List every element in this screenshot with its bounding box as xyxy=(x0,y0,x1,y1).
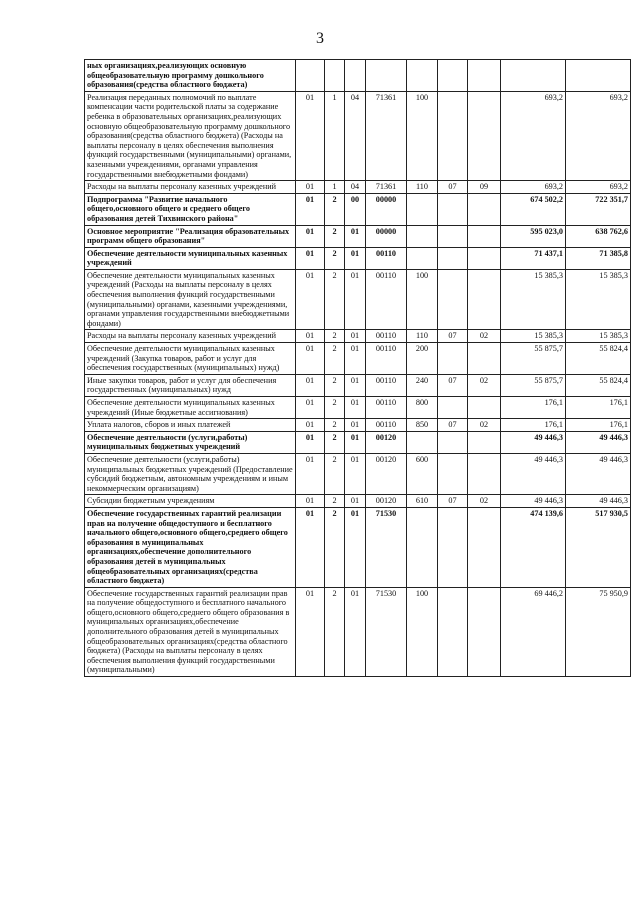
code-event: 01 xyxy=(345,587,366,676)
code-subprogram: 2 xyxy=(325,343,345,375)
code-program: 01 xyxy=(296,397,325,419)
code-direction: 71530 xyxy=(366,587,407,676)
code-subprogram: 1 xyxy=(325,91,345,180)
code-program: 01 xyxy=(296,91,325,180)
code-subprogram: 2 xyxy=(325,495,345,508)
code-program: 01 xyxy=(296,374,325,396)
code-program: 01 xyxy=(296,431,325,453)
table-row xyxy=(85,431,631,453)
code-subprogram: 2 xyxy=(325,247,345,269)
code-section: 07 xyxy=(438,181,468,194)
code-subprogram: 2 xyxy=(325,397,345,419)
code-subprogram: 2 xyxy=(325,431,345,453)
row-description: Обеспечение деятельности муниципальных казенных учреждений (Закупка товаров, работ и услуг для обеспечения государственных (муниципальных) нужд) xyxy=(85,343,296,375)
code-expense-type xyxy=(407,431,438,453)
amount-year-2 xyxy=(566,60,631,92)
amount-year-1: 693,2 xyxy=(501,91,566,180)
code-section xyxy=(438,507,468,587)
row-description: Обеспечение государственных гарантий реализации прав на получение общедоступного и бесплатного начального общего,основного общего,среднего общего образования в муниципальных организациях,обеспечение дополнительного образования детей в муниципальных общеобразовательных организациях(средства областного бюджета) (Расходы на выплаты персоналу в целях обеспечения выполнения функций государственными (муниципальными) xyxy=(85,587,296,676)
table-row xyxy=(85,181,631,194)
row-description: Обеспечение деятельности (услуги,работы) муниципальных бюджетных учреждений xyxy=(85,431,296,453)
code-expense-type: 110 xyxy=(407,330,438,343)
amount-year-1: 55 875,7 xyxy=(501,374,566,396)
code-subsection xyxy=(468,431,501,453)
amount-year-2: 49 446,3 xyxy=(566,453,631,494)
code-event: 01 xyxy=(345,495,366,508)
code-section: 07 xyxy=(438,495,468,508)
code-subsection xyxy=(468,397,501,419)
code-direction: 71530 xyxy=(366,507,407,587)
amount-year-1 xyxy=(501,60,566,92)
code-subprogram: 1 xyxy=(325,181,345,194)
row-description: Расходы на выплаты персоналу казенных учреждений xyxy=(85,181,296,194)
table-row xyxy=(85,397,631,419)
row-description: ных организациях,реализующих основную общеобразовательную программу дошкольного образования(средства областного бюджета) xyxy=(85,60,296,92)
table-row xyxy=(85,91,631,180)
code-direction: 00110 xyxy=(366,419,407,432)
code-subsection xyxy=(468,269,501,330)
code-section xyxy=(438,269,468,330)
row-description: Обеспечение деятельности муниципальных казенных учреждений xyxy=(85,247,296,269)
code-subsection xyxy=(468,193,501,225)
code-event: 01 xyxy=(345,330,366,343)
code-program: 01 xyxy=(296,507,325,587)
code-event: 01 xyxy=(345,247,366,269)
amount-year-2: 49 446,3 xyxy=(566,495,631,508)
code-expense-type: 610 xyxy=(407,495,438,508)
code-section xyxy=(438,193,468,225)
code-subsection xyxy=(468,60,501,92)
code-event: 01 xyxy=(345,419,366,432)
code-subsection xyxy=(468,343,501,375)
code-subsection xyxy=(468,453,501,494)
amount-year-2: 722 351,7 xyxy=(566,193,631,225)
code-direction: 00120 xyxy=(366,431,407,453)
code-event: 01 xyxy=(345,225,366,247)
page-number: 3 xyxy=(316,30,324,47)
amount-year-2: 517 930,5 xyxy=(566,507,631,587)
code-subsection: 02 xyxy=(468,374,501,396)
amount-year-1: 49 446,3 xyxy=(501,431,566,453)
code-section xyxy=(438,431,468,453)
code-expense-type: 850 xyxy=(407,419,438,432)
amount-year-2: 693,2 xyxy=(566,91,631,180)
table-row xyxy=(85,374,631,396)
row-description: Обеспечение деятельности муниципальных казенных учреждений (Иные бюджетные ассигнования) xyxy=(85,397,296,419)
table-row xyxy=(85,330,631,343)
code-section: 07 xyxy=(438,330,468,343)
code-subprogram: 2 xyxy=(325,453,345,494)
code-section xyxy=(438,225,468,247)
code-event: 01 xyxy=(345,269,366,330)
code-section xyxy=(438,587,468,676)
code-subsection: 02 xyxy=(468,419,501,432)
amount-year-1: 69 446,2 xyxy=(501,587,566,676)
code-subprogram: 2 xyxy=(325,374,345,396)
code-expense-type: 240 xyxy=(407,374,438,396)
row-description: Подпрограмма "Развитие начального общего,основного общего и среднего общего образования детей Тихвинского района" xyxy=(85,193,296,225)
amount-year-1: 595 023,0 xyxy=(501,225,566,247)
code-direction: 00110 xyxy=(366,343,407,375)
code-subprogram: 2 xyxy=(325,330,345,343)
code-program: 01 xyxy=(296,453,325,494)
code-direction: 00110 xyxy=(366,374,407,396)
code-program: 01 xyxy=(296,247,325,269)
code-event: 01 xyxy=(345,397,366,419)
code-direction: 00000 xyxy=(366,225,407,247)
code-event: 04 xyxy=(345,181,366,194)
code-subprogram: 2 xyxy=(325,587,345,676)
code-subprogram: 2 xyxy=(325,507,345,587)
code-direction: 71361 xyxy=(366,91,407,180)
code-subprogram xyxy=(325,60,345,92)
code-program: 01 xyxy=(296,419,325,432)
code-expense-type: 200 xyxy=(407,343,438,375)
code-program: 01 xyxy=(296,495,325,508)
code-direction: 00110 xyxy=(366,397,407,419)
code-section xyxy=(438,397,468,419)
code-program xyxy=(296,60,325,92)
code-section xyxy=(438,60,468,92)
amount-year-1: 176,1 xyxy=(501,397,566,419)
code-direction: 00110 xyxy=(366,269,407,330)
table-row xyxy=(85,60,631,92)
row-description: Уплата налогов, сборов и иных платежей xyxy=(85,419,296,432)
code-expense-type xyxy=(407,193,438,225)
amount-year-1: 71 437,1 xyxy=(501,247,566,269)
amount-year-2: 55 824,4 xyxy=(566,343,631,375)
code-expense-type: 100 xyxy=(407,269,438,330)
code-section: 07 xyxy=(438,374,468,396)
amount-year-1: 49 446,3 xyxy=(501,453,566,494)
code-subsection: 09 xyxy=(468,181,501,194)
code-subsection xyxy=(468,91,501,180)
amount-year-1: 49 446,3 xyxy=(501,495,566,508)
code-event: 01 xyxy=(345,453,366,494)
amount-year-2: 638 762,6 xyxy=(566,225,631,247)
row-description: Субсидии бюджетным учреждениям xyxy=(85,495,296,508)
row-description: Реализация переданных полномочий по выплате компенсации части родительской платы за содержание ребенка в образовательных организациях,реализующих основную общеобразовательную программу дошкольного образования(средства областного бюджета) (Расходы на выплаты персоналу в целях обеспечения выполнения функций государственными (муниципальными) органами, казенными учреждениями, органами управления государственными внебюджетными фондами) xyxy=(85,91,296,180)
code-section xyxy=(438,91,468,180)
row-description: Расходы на выплаты персоналу казенных учреждений xyxy=(85,330,296,343)
code-program: 01 xyxy=(296,330,325,343)
code-event: 01 xyxy=(345,431,366,453)
code-subsection: 02 xyxy=(468,330,501,343)
amount-year-2: 49 446,3 xyxy=(566,431,631,453)
code-expense-type xyxy=(407,507,438,587)
code-section xyxy=(438,453,468,494)
amount-year-2: 176,1 xyxy=(566,419,631,432)
row-description: Обеспечение государственных гарантий реализации прав на получение общедоступного и бесплатного начального общего,основного общего,среднего общего образования в муниципальных организациях,обеспечение дополнительного образования детей в муниципальных общеобразовательных организациях(средства областного бюджета) xyxy=(85,507,296,587)
code-expense-type xyxy=(407,247,438,269)
row-description: Иные закупки товаров, работ и услуг для обеспечения государственных (муниципальных) нужд xyxy=(85,374,296,396)
code-program: 01 xyxy=(296,269,325,330)
amount-year-1: 674 502,2 xyxy=(501,193,566,225)
code-expense-type: 600 xyxy=(407,453,438,494)
code-event: 01 xyxy=(345,374,366,396)
code-event: 01 xyxy=(345,343,366,375)
code-expense-type: 100 xyxy=(407,587,438,676)
code-section xyxy=(438,343,468,375)
code-program: 01 xyxy=(296,587,325,676)
amount-year-1: 15 385,3 xyxy=(501,269,566,330)
code-section: 07 xyxy=(438,419,468,432)
table-row xyxy=(85,507,631,587)
table-row xyxy=(85,587,631,676)
code-section xyxy=(438,247,468,269)
row-description: Основное мероприятие "Реализация образовательных программ общего образования" xyxy=(85,225,296,247)
table-row xyxy=(85,247,631,269)
amount-year-1: 474 139,6 xyxy=(501,507,566,587)
code-direction: 00000 xyxy=(366,193,407,225)
code-expense-type xyxy=(407,60,438,92)
code-direction: 71361 xyxy=(366,181,407,194)
table-row xyxy=(85,343,631,375)
code-expense-type: 800 xyxy=(407,397,438,419)
code-subprogram: 2 xyxy=(325,193,345,225)
amount-year-2: 75 950,9 xyxy=(566,587,631,676)
code-subsection xyxy=(468,247,501,269)
table-row xyxy=(85,193,631,225)
amount-year-2: 55 824,4 xyxy=(566,374,631,396)
table-row xyxy=(85,495,631,508)
row-description: Обеспечение деятельности (услуги,работы) муниципальных бюджетных учреждений (Предоставление субсидий бюджетным, автономным учреждениям и иным некоммерческим организациям) xyxy=(85,453,296,494)
amount-year-2: 15 385,3 xyxy=(566,330,631,343)
code-program: 01 xyxy=(296,193,325,225)
code-direction: 00110 xyxy=(366,330,407,343)
budget-table xyxy=(84,59,631,677)
amount-year-2: 71 385,8 xyxy=(566,247,631,269)
code-program: 01 xyxy=(296,181,325,194)
amount-year-1: 693,2 xyxy=(501,181,566,194)
table-row xyxy=(85,453,631,494)
budget-table-body xyxy=(85,60,631,677)
table-row xyxy=(85,269,631,330)
code-subprogram: 2 xyxy=(325,419,345,432)
code-subsection xyxy=(468,225,501,247)
amount-year-1: 176,1 xyxy=(501,419,566,432)
code-expense-type: 110 xyxy=(407,181,438,194)
code-direction: 00120 xyxy=(366,453,407,494)
code-subsection: 02 xyxy=(468,495,501,508)
code-direction: 00110 xyxy=(366,247,407,269)
table-row xyxy=(85,419,631,432)
amount-year-1: 15 385,3 xyxy=(501,330,566,343)
code-subprogram: 2 xyxy=(325,225,345,247)
code-direction xyxy=(366,60,407,92)
amount-year-2: 15 385,3 xyxy=(566,269,631,330)
code-expense-type xyxy=(407,225,438,247)
code-event xyxy=(345,60,366,92)
code-subprogram: 2 xyxy=(325,269,345,330)
amount-year-2: 693,2 xyxy=(566,181,631,194)
amount-year-1: 55 875,7 xyxy=(501,343,566,375)
code-direction: 00120 xyxy=(366,495,407,508)
code-program: 01 xyxy=(296,343,325,375)
code-event: 01 xyxy=(345,507,366,587)
row-description: Обеспечение деятельности муниципальных казенных учреждений (Расходы на выплаты персоналу в целях обеспечения выполнения функций государственными (муниципальными) органами, казенными учреждениями, органами управления государственными внебюджетными фондами) xyxy=(85,269,296,330)
code-subsection xyxy=(468,507,501,587)
code-event: 04 xyxy=(345,91,366,180)
amount-year-2: 176,1 xyxy=(566,397,631,419)
table-row xyxy=(85,225,631,247)
code-expense-type: 100 xyxy=(407,91,438,180)
code-event: 00 xyxy=(345,193,366,225)
code-subsection xyxy=(468,587,501,676)
code-program: 01 xyxy=(296,225,325,247)
